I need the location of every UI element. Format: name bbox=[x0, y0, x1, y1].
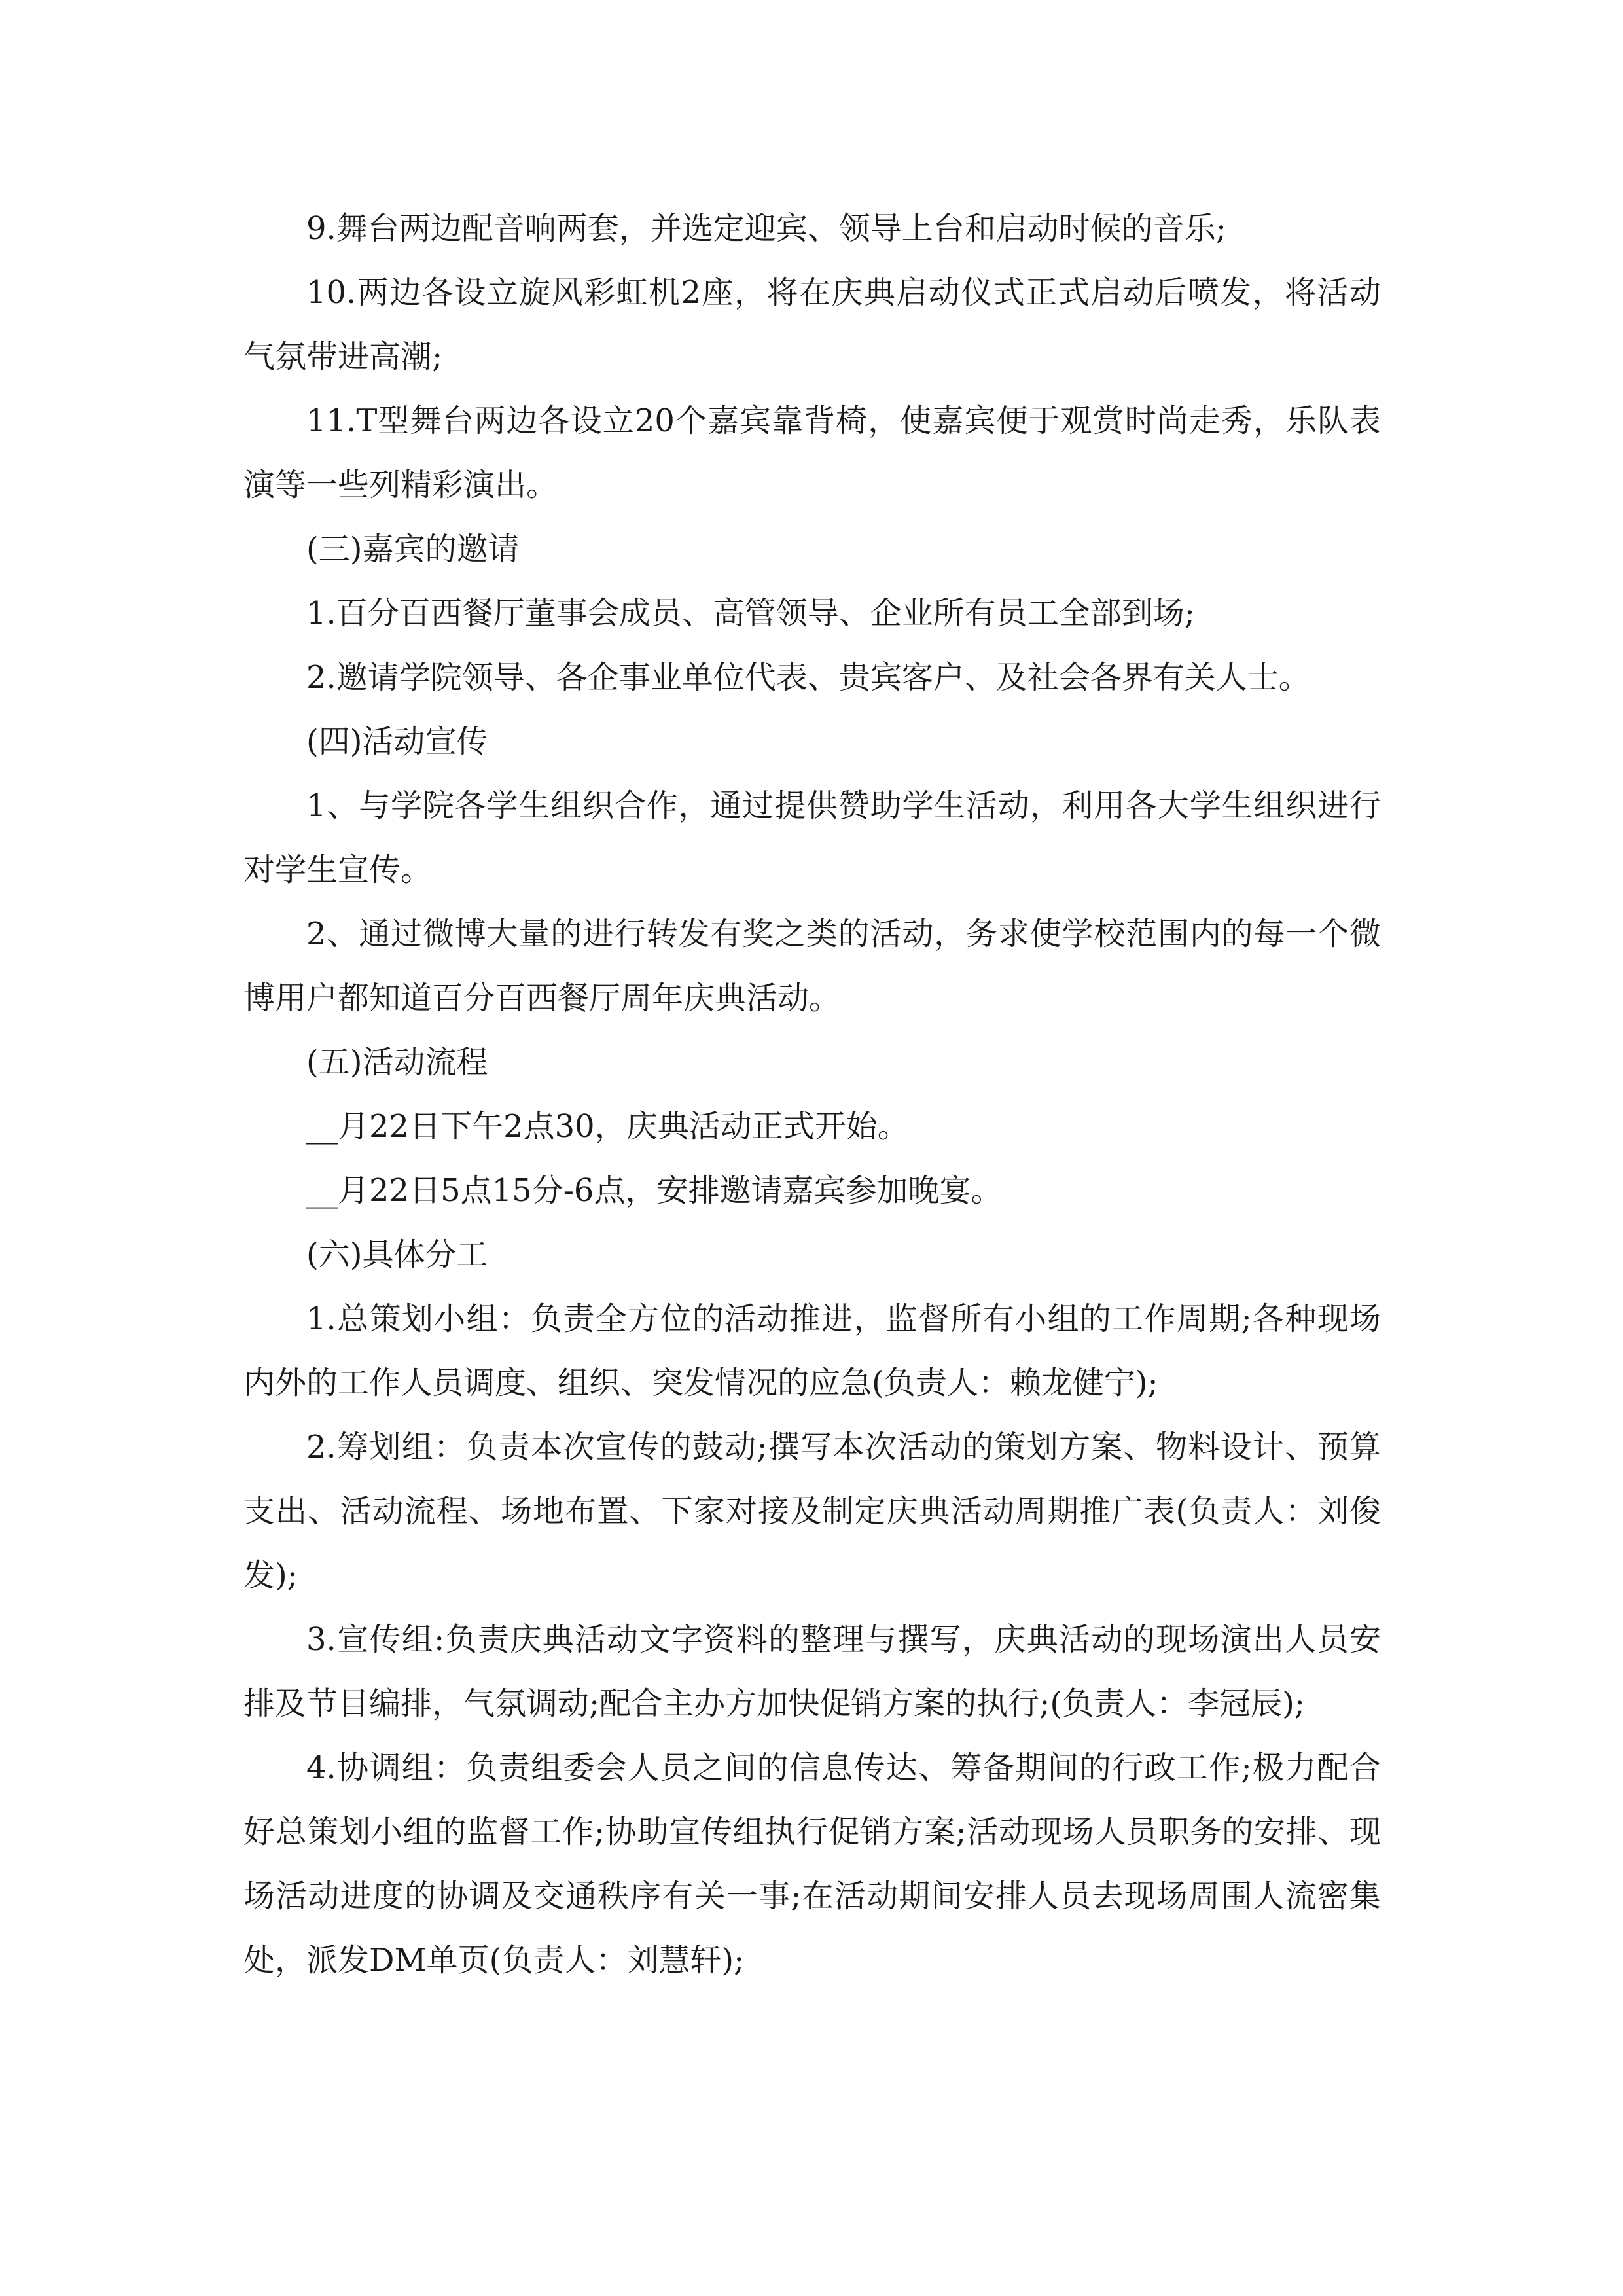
paragraph-planning-group: 1.总策划小组：负责全方位的活动推进，监督所有小组的工作周期;各种现场内外的工作人员调度、组织、突发情况的应急(负责人：赖龙健宁); bbox=[243, 1300, 1381, 1401]
paragraph-invite-staff: 1.百分百西餐厅董事会成员、高管领导、企业所有员工全部到场; bbox=[306, 595, 1195, 632]
paragraph-schedule-start: __月22日下午2点30，庆典活动正式开始。 bbox=[306, 1108, 909, 1145]
section-heading-guest-invitation: (三)嘉宾的邀请 bbox=[306, 531, 520, 567]
paragraph-coordination-group: 4.协调组：负责组委会人员之间的信息传达、筹备期间的行政工作;极力配合好总策划小组的监督工作;协助宣传组执行促销方案;活动现场人员职务的安排、现场活动进度的协调及交通秩序有关一事;在活动期间安排人员去现场周围人流密集处，派发DM单页(负责人：刘慧轩); bbox=[243, 1749, 1381, 1979]
section-heading-schedule: (五)活动流程 bbox=[306, 1044, 488, 1081]
document-body bbox=[243, 196, 1381, 1992]
paragraph-guest-chairs: 11.T型舞台两边各设立20个嘉宾靠背椅，使嘉宾便于观赏时尚走秀，乐队表演等一些列精彩演出。 bbox=[243, 403, 1381, 503]
section-heading-division-of-labor: (六)具体分工 bbox=[306, 1236, 488, 1273]
paragraph-schedule-dinner: __月22日5点15分-6点，安排邀请嘉宾参加晚宴。 bbox=[306, 1172, 1003, 1209]
paragraph-weibo: 2、通过微博大量的进行转发有奖之类的活动，务求使学校范围内的每一个微博用户都知道百分百西餐厅周年庆典活动。 bbox=[243, 916, 1381, 1016]
paragraph-invite-guests: 2.邀请学院领导、各企事业单位代表、贵宾客户、及社会各界有关人士。 bbox=[306, 659, 1310, 696]
paragraph-rainbow-machine: 10.两边各设立旋风彩虹机2座，将在庆典启动仪式正式启动后喷发，将活动气氛带进高潮; bbox=[243, 274, 1381, 375]
paragraph-stage-audio: 9.舞台两边配音响两套，并选定迎宾、领导上台和启动时候的音乐; bbox=[306, 210, 1226, 247]
section-heading-promotion: (四)活动宣传 bbox=[306, 723, 488, 760]
paragraph-student-groups: 1、与学院各学生组织合作，通过提供赞助学生活动，利用各大学生组织进行对学生宣传。 bbox=[243, 787, 1381, 888]
paragraph-publicity-group: 3.宣传组:负责庆典活动文字资料的整理与撰写，庆典活动的现场演出人员安排及节目编排，气氛调动;配合主办方加快促销方案的执行;(负责人：李冠辰); bbox=[243, 1621, 1381, 1722]
paragraph-preparation-group: 2.筹划组：负责本次宣传的鼓动;撰写本次活动的策划方案、物料设计、预算支出、活动流程、场地布置、下家对接及制定庆典活动周期推广表(负责人：刘俊发); bbox=[243, 1429, 1381, 1594]
